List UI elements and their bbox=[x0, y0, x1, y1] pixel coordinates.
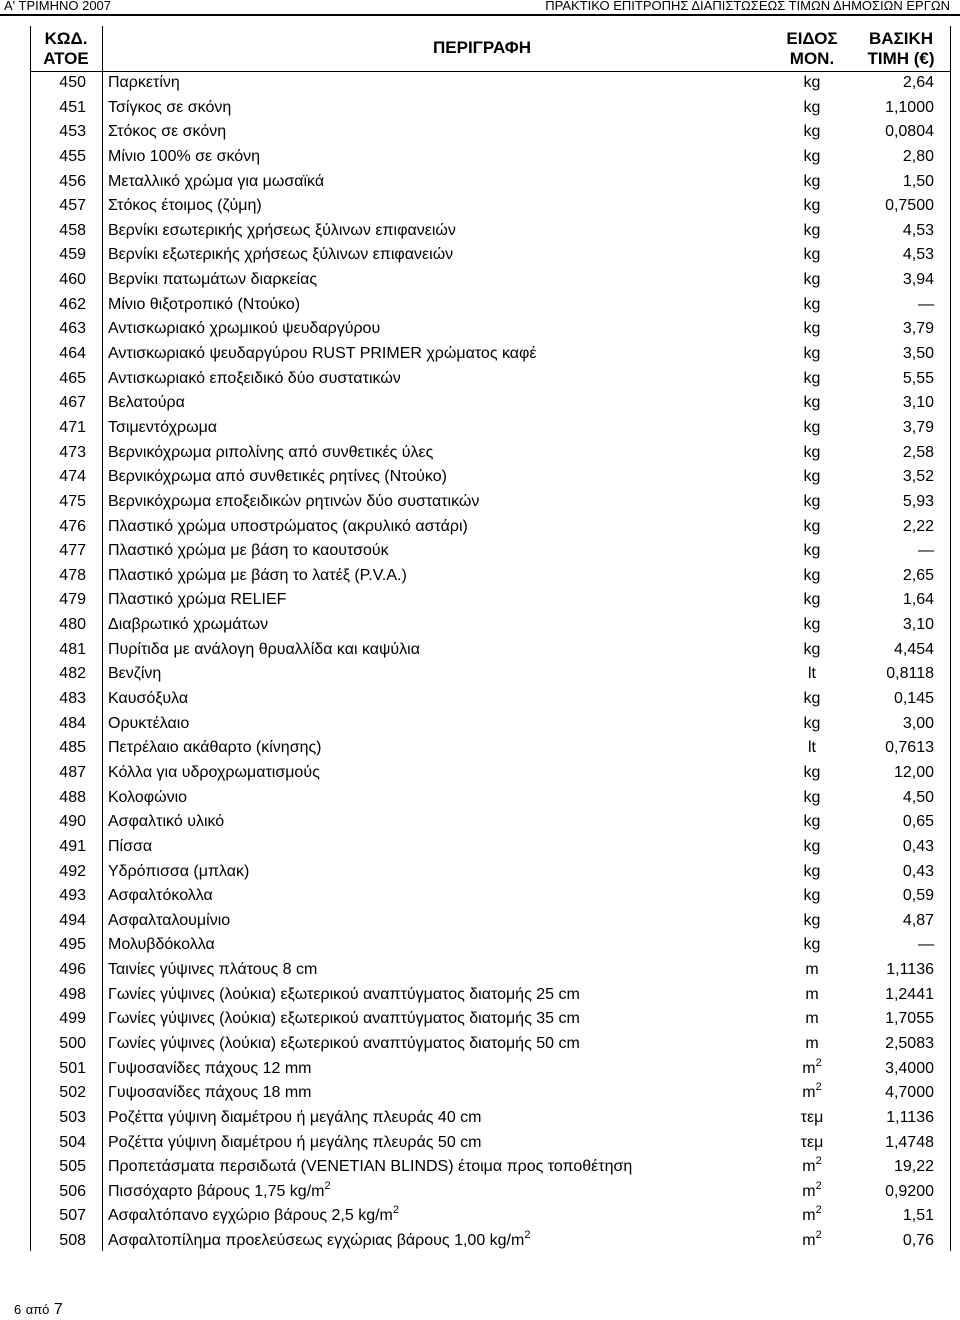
item-code: 503 bbox=[59, 1108, 86, 1126]
page-number: 6 bbox=[14, 1302, 22, 1317]
item-code: 498 bbox=[59, 985, 86, 1003]
item-price: 0,59 bbox=[902, 887, 934, 905]
item-price: 0,8118 bbox=[886, 665, 934, 683]
table-row bbox=[30, 835, 950, 860]
item-code: 504 bbox=[59, 1133, 86, 1151]
item-unit: kg bbox=[803, 418, 821, 436]
item-price: 0,9200 bbox=[885, 1182, 934, 1200]
item-description: Γωνίες γύψινες (λούκια) εξωτερικού αναπτύγματος διατομής 35 cm bbox=[108, 1010, 580, 1028]
item-description: Πίσσα bbox=[108, 837, 153, 855]
item-price: 1,1000 bbox=[885, 98, 934, 116]
item-description: Γωνίες γύψινες (λούκια) εξωτερικού αναπτύγματος διατομής 50 cm bbox=[108, 1034, 580, 1052]
item-description: Μίνιο 100% σε σκόνη bbox=[108, 147, 261, 165]
item-description: Μολυβδόκολλα bbox=[108, 936, 215, 954]
item-description: Βερνικόχρωμα από συνθετικές ρητίνες (Ντούκο) bbox=[108, 468, 447, 486]
table-row bbox=[30, 96, 950, 121]
item-unit: kg bbox=[803, 394, 821, 412]
item-code: 455 bbox=[59, 147, 86, 165]
item-price: 4,87 bbox=[902, 911, 934, 929]
item-unit: $m^2$ bbox=[802, 1204, 822, 1225]
item-unit: kg bbox=[803, 591, 821, 609]
price-not-available-dash: — bbox=[918, 295, 934, 313]
item-description: Αντισκωριακό ψευδαργύρου RUST PRIMER χρώματος καφέ bbox=[108, 345, 537, 363]
table-row bbox=[30, 145, 950, 170]
item-code: 492 bbox=[59, 862, 86, 880]
item-code: 473 bbox=[59, 443, 86, 461]
item-price: 1,64 bbox=[902, 591, 934, 609]
item-unit: kg bbox=[803, 468, 821, 486]
item-unit: kg bbox=[803, 542, 821, 560]
item-unit: $m^2$ bbox=[802, 1155, 822, 1176]
item-price: 4,454 bbox=[893, 640, 934, 658]
item-unit: $m^2$ bbox=[802, 1229, 822, 1250]
item-code: 456 bbox=[59, 172, 86, 190]
item-code: 480 bbox=[59, 616, 86, 634]
table-row bbox=[30, 219, 950, 244]
table-row bbox=[30, 662, 950, 687]
item-price: 3,10 bbox=[902, 616, 934, 634]
item-description: Γυψοσανίδες πάχους 12 mm bbox=[108, 1059, 312, 1077]
column-header-description: ΠΕΡΙΓΡΑΦΗ bbox=[432, 38, 532, 57]
item-price: 1,51 bbox=[902, 1207, 934, 1225]
item-description: Στόκος σε σκόνη bbox=[108, 123, 227, 141]
item-price: 2,64 bbox=[902, 74, 934, 91]
column-header-code: ΚΩΔ. ΑΤΟΕ bbox=[43, 29, 89, 68]
item-description: Υδρόπισσα (μπλακ) bbox=[108, 862, 250, 880]
item-code: 451 bbox=[59, 98, 86, 116]
item-code: 476 bbox=[59, 517, 86, 535]
item-description: Παρκετίνη bbox=[108, 74, 180, 91]
item-code: 493 bbox=[59, 887, 86, 905]
item-description: Πλαστικό χρώμα RELIEF bbox=[108, 591, 287, 609]
item-unit: kg bbox=[803, 271, 821, 289]
item-price: 2,22 bbox=[902, 517, 934, 535]
item-unit: kg bbox=[803, 147, 821, 165]
table-row bbox=[30, 1131, 950, 1156]
item-code: 483 bbox=[59, 690, 86, 708]
item-description: Στόκος έτοιμος (ζύμη) bbox=[108, 197, 262, 215]
item-price: 3,79 bbox=[902, 320, 934, 338]
table-row bbox=[30, 712, 950, 737]
item-description: Βερνίκι εξωτερικής χρήσεως ξύλινων επιφανειών bbox=[108, 246, 454, 264]
item-price: 2,5083 bbox=[885, 1034, 934, 1052]
table-row bbox=[30, 1229, 950, 1254]
item-unit: lt bbox=[808, 739, 816, 757]
table-row bbox=[30, 613, 950, 638]
item-description: Μίνιο θιξοτροπικό (Ντούκο) bbox=[108, 295, 301, 313]
item-description: Ορυκτέλαιο bbox=[108, 714, 190, 732]
item-code: 462 bbox=[59, 295, 86, 313]
table-row bbox=[30, 194, 950, 219]
table-row bbox=[30, 515, 950, 540]
table-row bbox=[30, 441, 950, 466]
item-code: 499 bbox=[59, 1010, 86, 1028]
item-price: 2,80 bbox=[902, 147, 934, 165]
item-price: 0,76 bbox=[902, 1232, 934, 1250]
item-price: 4,53 bbox=[902, 246, 934, 264]
item-code: 458 bbox=[59, 221, 86, 239]
item-price: 1,4748 bbox=[885, 1133, 934, 1151]
table-row bbox=[30, 539, 950, 564]
item-description: Ταινίες γύψινες πλάτους 8 cm bbox=[108, 961, 318, 979]
item-price: 2,65 bbox=[902, 566, 934, 584]
item-price: 3,00 bbox=[902, 714, 934, 732]
table-row bbox=[30, 687, 950, 712]
table-row bbox=[30, 564, 950, 589]
item-description: Πυρίτιδα με ανάλογη θρυαλλίδα και καψύλια bbox=[108, 640, 420, 658]
item-unit: kg bbox=[803, 246, 821, 264]
table-row bbox=[30, 268, 950, 293]
table-row bbox=[30, 884, 950, 909]
item-code: 490 bbox=[59, 813, 86, 831]
item-price: 4,50 bbox=[902, 788, 934, 806]
item-price: 4,7000 bbox=[885, 1084, 934, 1102]
item-description: Πλαστικό χρώμα με βάση το καουτσούκ bbox=[108, 542, 389, 560]
header-title: ΠΡΑΚΤΙΚΟ ΕΠΙΤΡΟΠΗΣ ΔΙΑΠΙΣΤΩΣΕΩΣ ΤΙΜΩΝ ΔΗΜΟΣΙΩΝ ΕΡΓΩΝ bbox=[545, 0, 950, 13]
item-description: Ασφαλταλουμίνιο bbox=[108, 911, 231, 929]
item-unit: τεμ bbox=[800, 1108, 824, 1126]
item-code: 479 bbox=[59, 591, 86, 609]
item-code: 488 bbox=[59, 788, 86, 806]
item-code: 502 bbox=[59, 1084, 86, 1102]
item-description: Βενζίνη bbox=[108, 665, 162, 683]
item-unit: $m^2$ bbox=[802, 1056, 822, 1077]
item-price: 3,94 bbox=[902, 271, 934, 289]
item-code: 474 bbox=[59, 468, 86, 486]
table-row bbox=[30, 1180, 950, 1205]
item-code: 495 bbox=[59, 936, 86, 954]
item-price: 0,7500 bbox=[885, 197, 934, 215]
table-row bbox=[30, 342, 950, 367]
item-description: Βελατούρα bbox=[108, 394, 185, 412]
item-code: 506 bbox=[59, 1182, 86, 1200]
item-code: 457 bbox=[59, 197, 86, 215]
item-unit: kg bbox=[803, 690, 821, 708]
table-row bbox=[30, 810, 950, 835]
item-unit: kg bbox=[803, 123, 821, 141]
item-unit: kg bbox=[803, 887, 821, 905]
item-code: 471 bbox=[59, 418, 86, 436]
item-unit: kg bbox=[803, 517, 821, 535]
item-description: Κόλλα για υδροχρωματισμούς bbox=[108, 763, 320, 781]
table-row bbox=[30, 317, 950, 342]
item-unit: kg bbox=[803, 936, 821, 954]
item-unit: τεμ bbox=[800, 1133, 824, 1151]
item-price: 1,1136 bbox=[886, 961, 934, 979]
item-description: Γωνίες γύψινες (λούκια) εξωτερικού αναπτύγματος διατομής 25 cm bbox=[108, 985, 580, 1003]
page-total: 7 bbox=[53, 1301, 63, 1318]
item-price: 3,50 bbox=[902, 345, 934, 363]
item-description: Πισσόχαρτο βάρους 1,75 $kg/m^2$ bbox=[108, 1179, 331, 1200]
item-price: 0,0804 bbox=[885, 123, 934, 141]
item-description: Βερνικόχρωμα εποξειδικών ρητινών δύο συστατικών bbox=[108, 492, 480, 510]
item-code: 494 bbox=[59, 911, 86, 929]
item-code: 463 bbox=[59, 320, 86, 338]
item-description: Πλαστικό χρώμα υποστρώματος (ακρυλικό αστάρι) bbox=[108, 517, 468, 535]
table-row bbox=[30, 1155, 950, 1180]
item-unit: kg bbox=[803, 862, 821, 880]
price-not-available-dash: — bbox=[918, 936, 934, 954]
item-code: 491 bbox=[59, 837, 86, 855]
item-unit: kg bbox=[803, 566, 821, 584]
item-description: Ασφαλτόκολλα bbox=[108, 887, 213, 905]
item-description: Πετρέλαιο ακάθαρτο (κίνησης) bbox=[108, 739, 322, 757]
item-description: Πλαστικό χρώμα με βάση το λατέξ (P.V.A.) bbox=[108, 566, 407, 584]
table-row bbox=[30, 1007, 950, 1032]
item-code: 485 bbox=[59, 739, 86, 757]
item-unit: kg bbox=[803, 197, 821, 215]
item-unit: kg bbox=[803, 369, 821, 387]
table-row bbox=[30, 933, 950, 958]
item-price: 1,7055 bbox=[885, 1010, 934, 1028]
table-row bbox=[30, 1032, 950, 1057]
table-row bbox=[30, 1106, 950, 1131]
item-unit: m bbox=[805, 961, 819, 979]
table-row bbox=[30, 170, 950, 195]
table-row bbox=[30, 761, 950, 786]
item-code: 467 bbox=[59, 394, 86, 412]
item-description: Τσιμεντόχρωμα bbox=[108, 418, 218, 436]
item-price: 5,93 bbox=[902, 492, 934, 510]
header-period: Α' ΤΡΙΜΗΝΟ 2007 bbox=[4, 0, 112, 13]
table-row bbox=[30, 120, 950, 145]
table-row bbox=[30, 416, 950, 441]
item-price: 0,43 bbox=[902, 862, 934, 880]
table-row bbox=[30, 983, 950, 1008]
item-code: 475 bbox=[59, 492, 86, 510]
item-description: Αντισκωριακό χρωμικού ψευδαργύρου bbox=[108, 320, 381, 338]
item-unit: kg bbox=[803, 443, 821, 461]
item-description: Κολοφώνιο bbox=[108, 788, 188, 806]
table-row bbox=[30, 638, 950, 663]
item-price: 2,58 bbox=[902, 443, 934, 461]
item-unit: kg bbox=[803, 295, 821, 313]
page-of-word: από bbox=[25, 1302, 50, 1317]
item-price: 5,55 bbox=[902, 369, 934, 387]
page-header bbox=[0, 0, 960, 16]
item-description: Ροζέττα γύψινη διαμέτρου ή μεγάλης πλευράς 40 cm bbox=[108, 1108, 482, 1126]
item-unit: kg bbox=[803, 640, 821, 658]
item-unit: m bbox=[805, 1010, 819, 1028]
item-code: 450 bbox=[59, 74, 86, 91]
price-table-body bbox=[30, 71, 950, 1254]
item-price: 4,53 bbox=[902, 221, 934, 239]
table-row bbox=[30, 588, 950, 613]
item-description: Βερνίκι πατωμάτων διαρκείας bbox=[108, 271, 318, 289]
table-row bbox=[30, 243, 950, 268]
item-price: 3,52 bbox=[902, 468, 934, 486]
item-code: 464 bbox=[59, 345, 86, 363]
item-unit: m bbox=[805, 1034, 819, 1052]
column-header-unit: ΕΙΔΟΣ ΜΟΝ. bbox=[786, 29, 838, 68]
item-unit: kg bbox=[803, 492, 821, 510]
item-code: 482 bbox=[59, 665, 86, 683]
item-price: 3,4000 bbox=[885, 1059, 934, 1077]
item-code: 508 bbox=[59, 1232, 86, 1250]
item-description: Βερνικόχρωμα ριπολίνης από συνθετικές ύλες bbox=[108, 443, 434, 461]
item-unit: kg bbox=[803, 74, 821, 91]
item-code: 460 bbox=[59, 271, 86, 289]
item-description: Γυψοσανίδες πάχους 18 mm bbox=[108, 1084, 312, 1102]
item-price: 12,00 bbox=[893, 763, 934, 781]
table-row bbox=[30, 1057, 950, 1082]
item-unit: kg bbox=[803, 788, 821, 806]
item-description: Προπετάσματα περσιδωτά (VENETIAN BLINDS) έτοιμα προς τοποθέτηση bbox=[108, 1158, 633, 1176]
item-description: Αντισκωριακό εποξειδικό δύο συστατικών bbox=[108, 369, 401, 387]
table-row bbox=[30, 465, 950, 490]
table-row bbox=[30, 1081, 950, 1106]
item-code: 477 bbox=[59, 542, 86, 560]
table-row bbox=[30, 490, 950, 515]
item-code: 501 bbox=[59, 1059, 86, 1077]
table-border-right bbox=[950, 26, 951, 1251]
item-price: 1,2441 bbox=[885, 985, 934, 1003]
item-description: Ροζέττα γύψινη διαμέτρου ή μεγάλης πλευράς 50 cm bbox=[108, 1133, 482, 1151]
price-not-available-dash: — bbox=[918, 542, 934, 560]
item-price: 0,145 bbox=[893, 690, 934, 708]
table-row bbox=[30, 736, 950, 761]
item-price: 1,50 bbox=[902, 172, 934, 190]
item-unit: kg bbox=[803, 345, 821, 363]
item-code: 465 bbox=[59, 369, 86, 387]
item-unit: kg bbox=[803, 813, 821, 831]
item-code: 453 bbox=[59, 123, 86, 141]
item-price: 3,79 bbox=[902, 418, 934, 436]
item-code: 507 bbox=[59, 1207, 86, 1225]
item-price: 1,1136 bbox=[886, 1108, 934, 1126]
table-row bbox=[30, 71, 950, 96]
item-price: 3,10 bbox=[902, 394, 934, 412]
item-code: 484 bbox=[59, 714, 86, 732]
item-price: 0,7613 bbox=[885, 739, 934, 757]
item-code: 487 bbox=[59, 763, 86, 781]
item-description: Καυσόξυλα bbox=[108, 690, 189, 708]
item-code: 505 bbox=[59, 1158, 86, 1176]
item-code: 459 bbox=[59, 246, 86, 264]
item-price: 0,65 bbox=[902, 813, 934, 831]
item-description: Ασφαλτόπανο εγχώριο βάρους 2,5 $kg/m^2$ bbox=[108, 1204, 400, 1225]
table-row bbox=[30, 909, 950, 934]
item-unit: $m^2$ bbox=[802, 1081, 822, 1102]
table-row bbox=[30, 391, 950, 416]
item-unit: $m^2$ bbox=[802, 1179, 822, 1200]
item-unit: kg bbox=[803, 616, 821, 634]
item-unit: kg bbox=[803, 837, 821, 855]
item-unit: kg bbox=[803, 714, 821, 732]
item-description: Τσίγκος σε σκόνη bbox=[108, 98, 232, 116]
table-row bbox=[30, 367, 950, 392]
item-description: Ασφαλτοπίλημα προελεύσεως εγχώριας βάρους 1,00 $kg/m^2$ bbox=[108, 1229, 531, 1250]
table-header bbox=[30, 26, 950, 72]
table-row bbox=[30, 293, 950, 318]
table-row bbox=[30, 958, 950, 983]
item-code: 478 bbox=[59, 566, 86, 584]
item-code: 481 bbox=[59, 640, 86, 658]
item-unit: kg bbox=[803, 98, 821, 116]
item-unit: kg bbox=[803, 763, 821, 781]
item-unit: lt bbox=[808, 665, 816, 683]
item-unit: kg bbox=[803, 320, 821, 338]
item-unit: m bbox=[805, 985, 819, 1003]
item-price: 19,22 bbox=[893, 1158, 934, 1176]
item-unit: kg bbox=[803, 172, 821, 190]
table-row bbox=[30, 786, 950, 811]
item-price: 0,43 bbox=[902, 837, 934, 855]
column-header-price: ΒΑΣΙΚΗ ΤΙΜΗ (€) bbox=[867, 29, 935, 68]
item-code: 496 bbox=[59, 961, 86, 979]
table-row bbox=[30, 1204, 950, 1229]
table-row bbox=[30, 860, 950, 885]
item-description: Διαβρωτικό χρωμάτων bbox=[108, 616, 269, 634]
item-description: Ασφαλτικό υλικό bbox=[108, 813, 225, 831]
item-description: Βερνίκι εσωτερικής χρήσεως ξύλινων επιφανειών bbox=[108, 221, 456, 239]
item-description: Μεταλλικό χρώμα για μωσαϊκά bbox=[108, 172, 325, 190]
page-footer bbox=[14, 1300, 63, 1320]
item-code: 500 bbox=[59, 1034, 86, 1052]
item-unit: kg bbox=[803, 911, 821, 929]
item-unit: kg bbox=[803, 221, 821, 239]
